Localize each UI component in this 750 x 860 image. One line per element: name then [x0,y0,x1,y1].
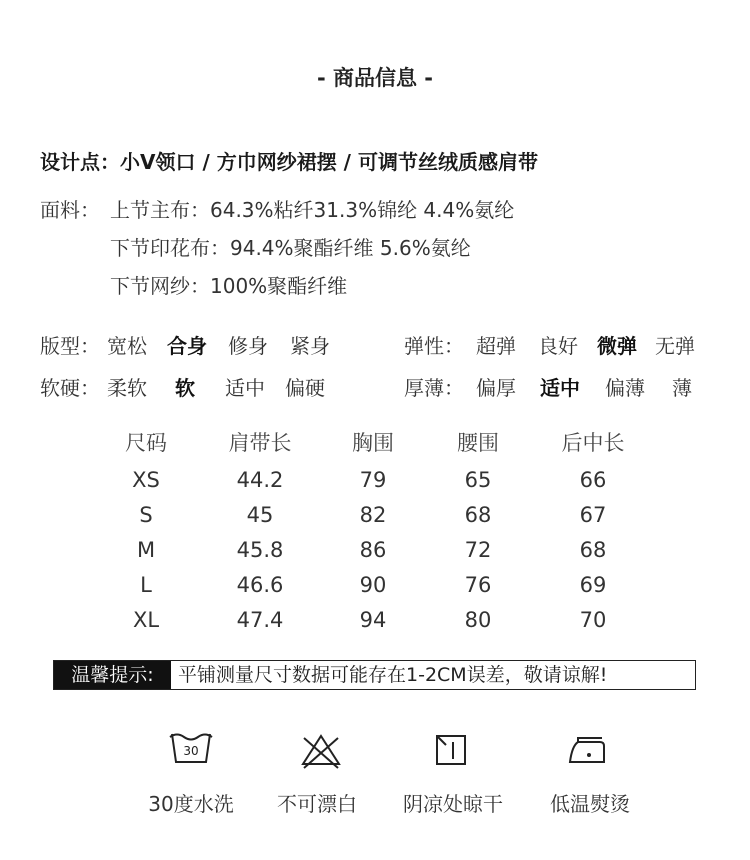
fit-option: 修身 [228,334,268,358]
fit-option-selected: 合身 [167,334,207,358]
fit-option: 紧身 [290,334,330,358]
back-length-cell: 66 [579,468,607,492]
low-iron-icon [562,728,612,772]
fabric-label: 面料： [40,198,100,222]
thickness-option: 偏薄 [605,376,645,400]
tip-text: 平铺测量尺寸数据可能存在1-2CM误差，敬请谅解! [178,664,608,686]
back-length-cell: 68 [579,538,607,562]
care-label-wash: 30度水洗 [148,792,234,816]
fabric-line: 下节网纱：100%聚酯纤维 [110,274,348,298]
no-bleach-icon [296,728,346,772]
fabric-line: 下节印花布：94.4%聚酯纤维 5.6%氨纶 [110,236,471,260]
measurement-tip [53,660,696,690]
size-cell: XL [132,608,160,632]
elasticity-option-selected: 微弹 [597,334,637,358]
header-strap-length: 肩带长 [228,431,292,455]
elasticity-option: 无弹 [655,334,695,358]
back-length-cell: 70 [579,608,607,632]
header-waist: 腰围 [457,431,499,455]
attribute-label: 厚薄： [404,376,464,400]
bust-cell: 90 [359,573,387,597]
softness-option: 偏硬 [285,376,325,400]
care-label-low-iron: 低温熨烫 [550,792,630,816]
waist-cell: 72 [464,538,492,562]
waist-cell: 65 [464,468,492,492]
thickness-option: 薄 [672,376,692,400]
header-bust: 胸围 [352,431,394,455]
size-cell: S [139,503,153,527]
thickness-option: 偏厚 [476,376,516,400]
care-label-no-bleach: 不可漂白 [277,792,357,816]
bust-cell: 94 [359,608,387,632]
waist-cell: 80 [464,608,492,632]
thickness-option-selected: 适中 [540,376,580,400]
bust-cell: 86 [359,538,387,562]
softness-option: 柔软 [107,376,147,400]
elasticity-option: 超弹 [476,334,516,358]
back-length-cell: 69 [579,573,607,597]
wash-temperature: 30 [183,744,199,758]
back-length-cell: 67 [579,503,607,527]
attribute-label: 版型： [40,334,100,358]
softness-option: 适中 [225,376,265,400]
attribute-label: 弹性： [404,334,464,358]
header-back-length: 后中长 [561,431,625,455]
size-cell: XS [132,468,160,492]
bust-cell: 79 [359,468,387,492]
strap-cell: 47.4 [236,608,284,632]
strap-cell: 45 [246,503,274,527]
strap-cell: 46.6 [236,573,284,597]
size-cell: M [136,538,156,562]
waist-cell: 76 [464,573,492,597]
strap-cell: 45.8 [236,538,284,562]
care-label-dry-shade: 阴凉处晾干 [403,792,503,816]
tip-label: 温馨提示: [54,661,171,689]
header-size: 尺码 [125,431,167,455]
size-cell: L [140,573,152,597]
strap-cell: 44.2 [236,468,284,492]
fabric-line: 上节主布：64.3%粘纤31.3%锦纶 4.4%氨纶 [110,198,515,222]
attribute-label: 软硬： [40,376,100,400]
fit-option: 宽松 [107,334,147,358]
wash-30-icon [166,728,216,772]
design-points: 设计点：小V领口 / 方巾网纱裙摆 / 可调节丝绒质感肩带 [40,150,538,174]
waist-cell: 68 [464,503,492,527]
dry-in-shade-icon [426,728,476,772]
elasticity-option: 良好 [538,334,578,358]
softness-option-selected: 软 [175,376,195,400]
section-title: - 商品信息 - [316,66,434,90]
bust-cell: 82 [359,503,387,527]
